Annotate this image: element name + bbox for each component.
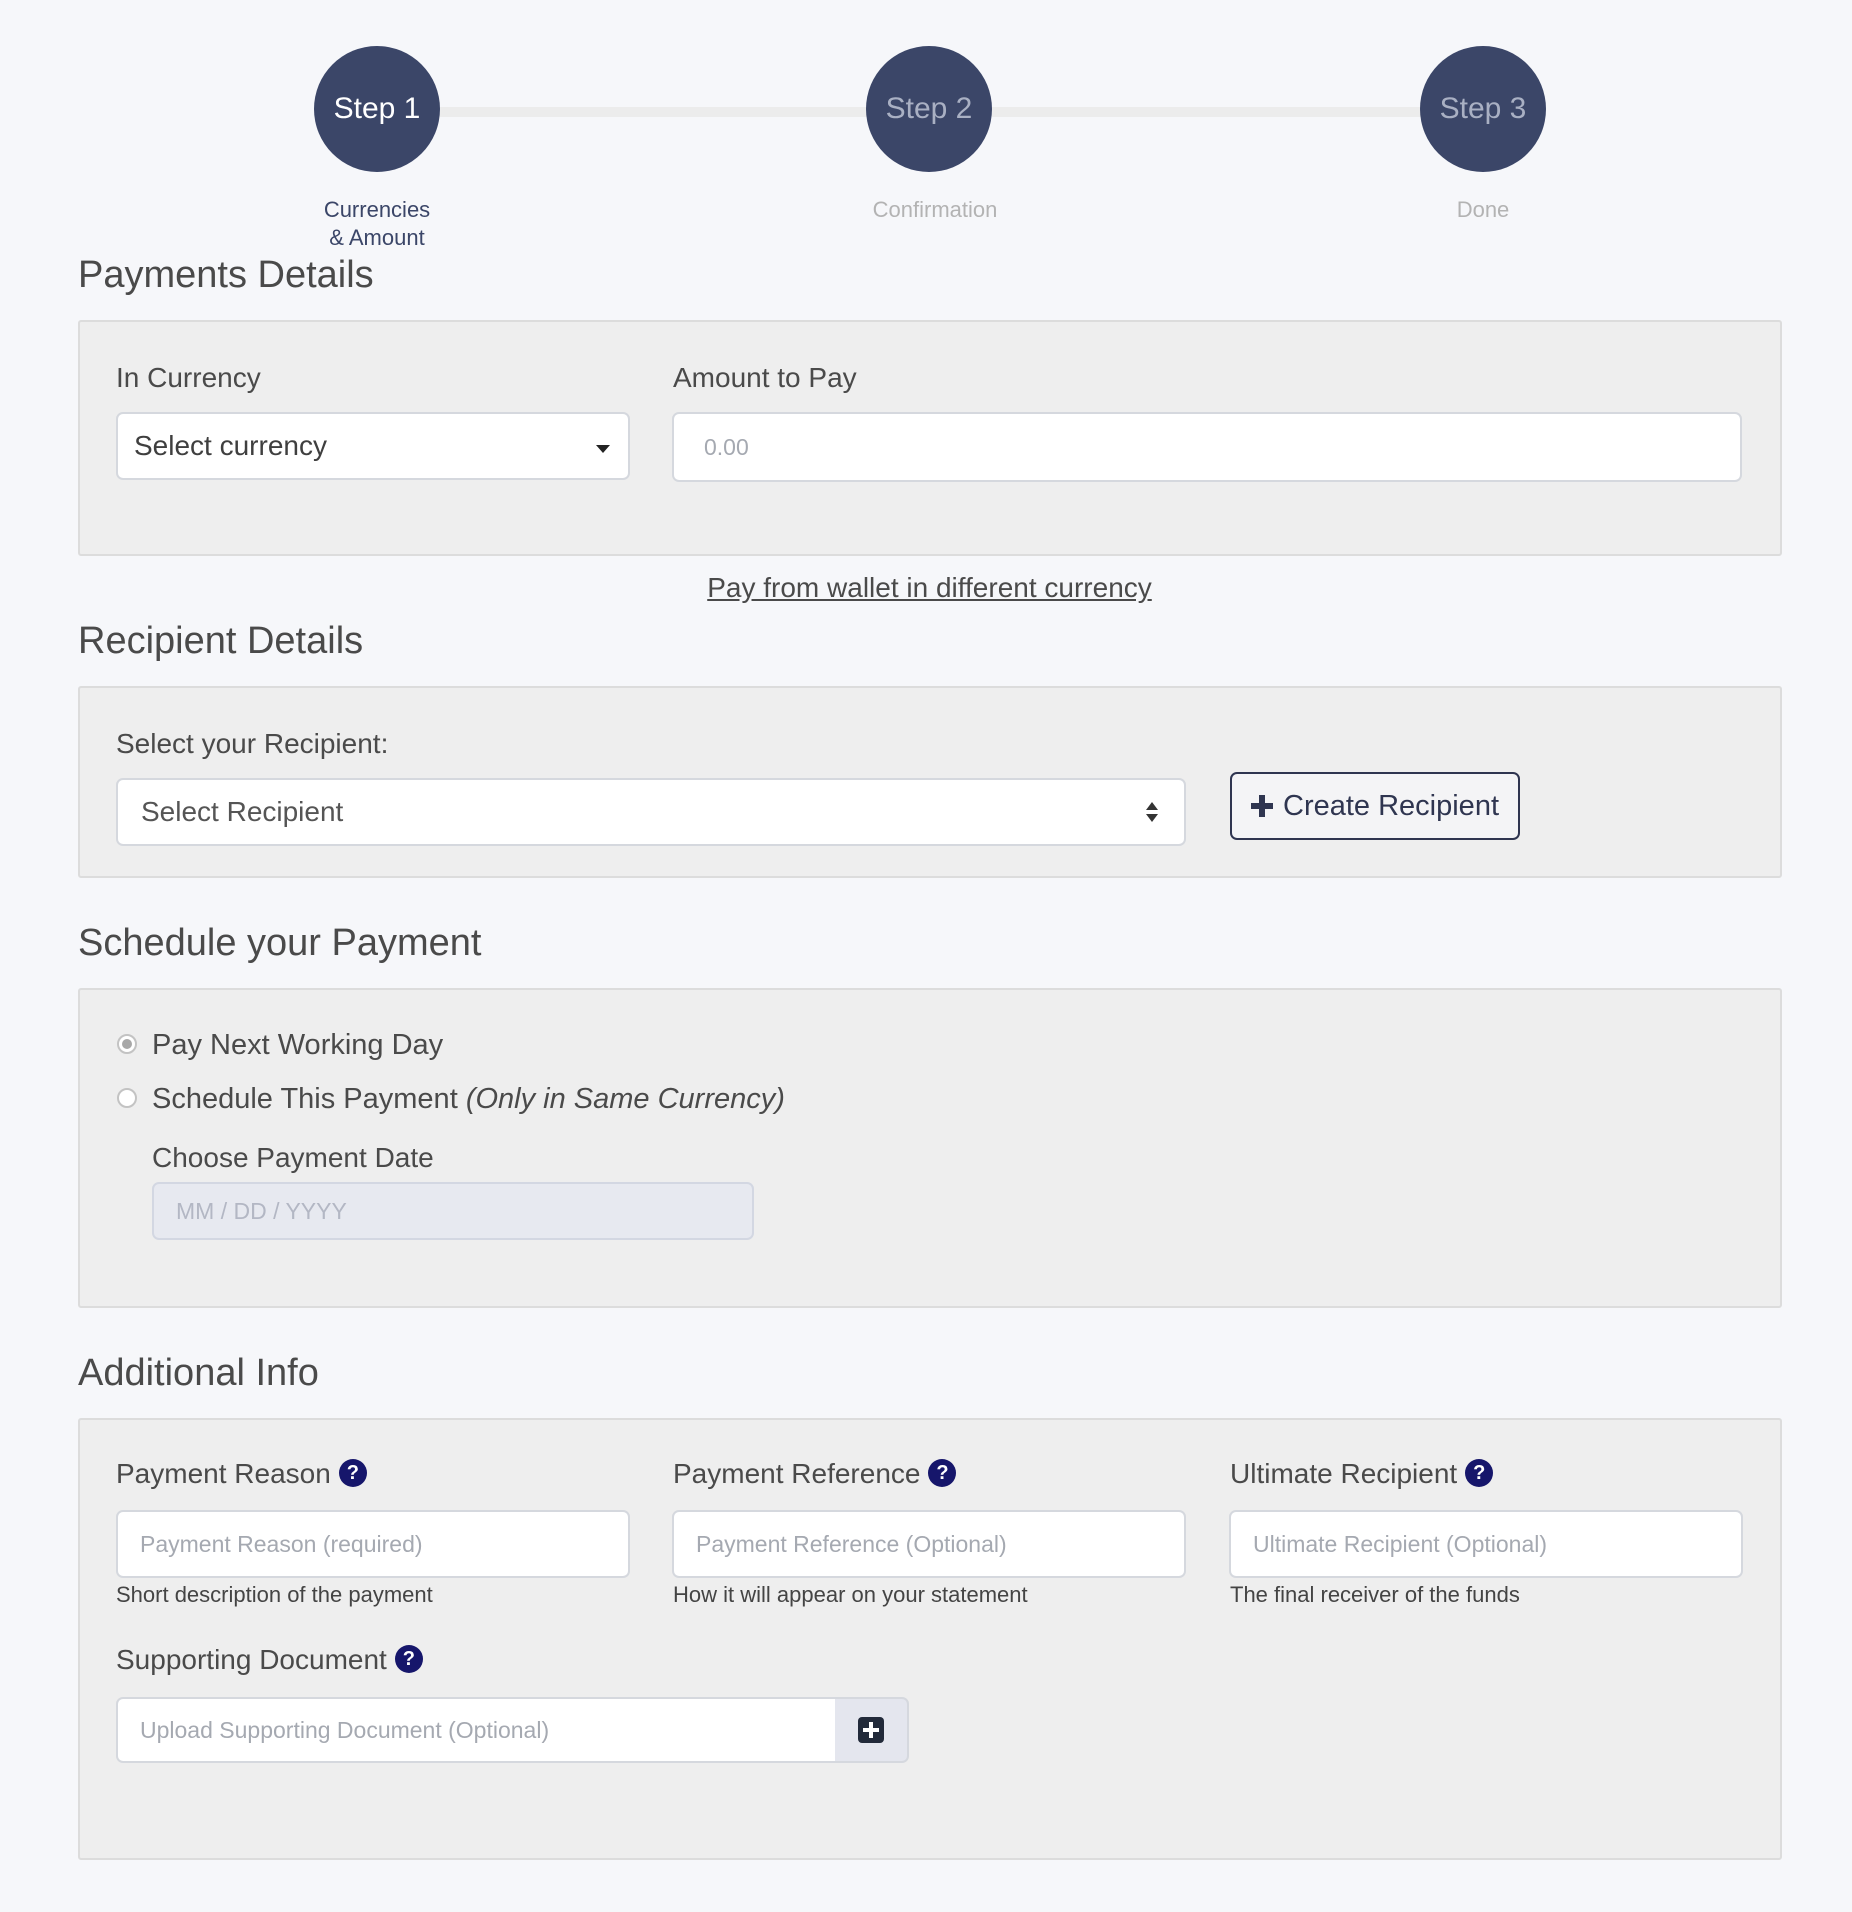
schedule-payment-title: Schedule your Payment xyxy=(78,922,482,964)
payment-reason-label-text: Payment Reason xyxy=(116,1458,331,1489)
step-2-caption xyxy=(815,196,1055,224)
step-2-label: Step 2 xyxy=(885,92,973,125)
recipient-select-value: Select Recipient xyxy=(141,796,344,827)
step-1-caption-line2: & Amount xyxy=(329,225,425,250)
step-1-caption xyxy=(257,196,497,252)
caret-down-icon xyxy=(596,445,610,453)
payment-reference-label-text: Payment Reference xyxy=(673,1458,921,1489)
payment-reason-input[interactable] xyxy=(116,1510,630,1578)
pay-next-day-label[interactable]: Pay Next Working Day xyxy=(152,1029,444,1061)
step-3-circle xyxy=(1420,46,1546,172)
upload-document-button[interactable] xyxy=(835,1697,909,1763)
payment-date-label: Choose Payment Date xyxy=(152,1142,434,1173)
step-3-label: Step 3 xyxy=(1439,92,1527,125)
payment-date-input[interactable] xyxy=(152,1182,754,1240)
ultimate-recipient-placeholder: Ultimate Recipient (Optional) xyxy=(1253,1530,1548,1557)
payment-reference-placeholder: Payment Reference (Optional) xyxy=(696,1530,1007,1557)
plus-square-icon xyxy=(858,1717,884,1743)
step-1-caption-line1: Currencies xyxy=(323,197,431,222)
select-recipient-label: Select your Recipient: xyxy=(116,728,389,759)
step-1-label: Step 1 xyxy=(333,92,421,125)
question-circle-icon[interactable]: ? xyxy=(339,1459,367,1487)
payment-date-placeholder: MM / DD / YYYY xyxy=(176,1197,347,1224)
payment-reference-hint: How it will appear on your statement xyxy=(673,1582,1028,1607)
payment-reason-hint: Short description of the payment xyxy=(116,1582,433,1607)
create-recipient-label: Create Recipient xyxy=(1283,789,1499,822)
payment-reason-placeholder: Payment Reason (required) xyxy=(140,1530,423,1557)
supporting-document-placeholder: Upload Supporting Document (Optional) xyxy=(140,1716,550,1743)
payment-reason-label xyxy=(116,1458,367,1490)
step-2-circle xyxy=(866,46,992,172)
ultimate-recipient-label xyxy=(1230,1458,1493,1490)
ultimate-recipient-input[interactable] xyxy=(1229,1510,1743,1578)
schedule-payment-text: Schedule This Payment xyxy=(152,1083,458,1115)
payment-reference-label xyxy=(673,1458,956,1490)
create-recipient-button[interactable] xyxy=(1230,772,1520,840)
additional-info-title: Additional Info xyxy=(78,1352,319,1394)
schedule-payment-label[interactable] xyxy=(152,1083,785,1116)
question-circle-icon[interactable]: ? xyxy=(928,1459,956,1487)
currency-label: In Currency xyxy=(116,362,261,393)
pay-next-day-radio[interactable] xyxy=(117,1034,137,1054)
question-circle-icon[interactable]: ? xyxy=(395,1645,423,1673)
stepper-connector-1 xyxy=(440,107,870,117)
plus-icon xyxy=(1251,795,1273,817)
step-3-caption-line1: Done xyxy=(1456,197,1510,222)
step-3-caption xyxy=(1363,196,1603,224)
recipient-select[interactable] xyxy=(116,778,1186,846)
step-1-circle xyxy=(314,46,440,172)
sort-icon xyxy=(1146,802,1160,824)
step-2-caption-line1: Confirmation xyxy=(872,197,998,222)
amount-label: Amount to Pay xyxy=(673,362,857,393)
ultimate-recipient-hint: The final receiver of the funds xyxy=(1230,1582,1520,1607)
schedule-payment-radio[interactable] xyxy=(117,1088,137,1108)
currency-select-value: Select currency xyxy=(134,430,327,461)
currency-select[interactable] xyxy=(116,412,630,480)
pay-from-wallet-link[interactable]: Pay from wallet in different currency xyxy=(707,572,1152,603)
supporting-document-input[interactable] xyxy=(116,1697,837,1763)
recipient-details-title: Recipient Details xyxy=(78,620,364,662)
amount-placeholder: 0.00 xyxy=(704,433,749,460)
question-circle-icon[interactable]: ? xyxy=(1465,1459,1493,1487)
ultimate-recipient-label-text: Ultimate Recipient xyxy=(1230,1458,1458,1489)
supporting-document-label xyxy=(116,1644,423,1676)
supporting-document-label-text: Supporting Document xyxy=(116,1644,387,1675)
stepper-connector-2 xyxy=(992,107,1422,117)
schedule-payment-note: (Only in Same Currency) xyxy=(465,1083,785,1115)
amount-input[interactable] xyxy=(672,412,1742,482)
progress-stepper xyxy=(0,0,1852,260)
payments-details-title: Payments Details xyxy=(78,254,374,296)
payment-reference-input[interactable] xyxy=(672,1510,1186,1578)
